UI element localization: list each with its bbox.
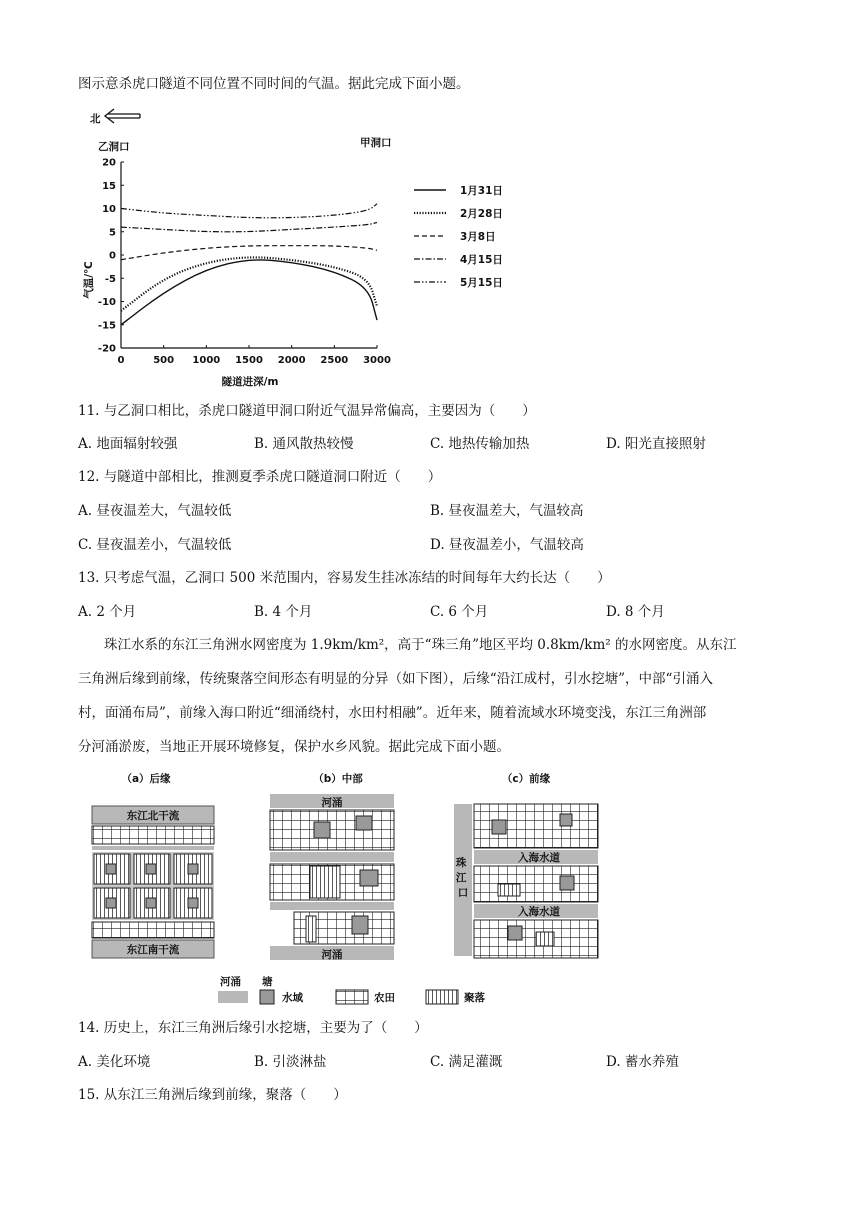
q11-option-d[interactable]: D. 阳光直接照射 <box>606 436 706 452</box>
legend-tang-label: 塘 <box>262 976 273 988</box>
y-tick-label: 10 <box>102 204 116 215</box>
y-tick-label: -10 <box>97 297 116 308</box>
series-line-2 <box>121 257 377 310</box>
x-tick-label: 1000 <box>192 355 221 366</box>
y-tick-label: 0 <box>109 250 116 262</box>
q11-option-b[interactable]: B. 通风散热较慢 <box>254 436 354 452</box>
series-line-3 <box>121 246 377 260</box>
legend-hechong-label: 河涌 <box>220 976 241 988</box>
north-arrow-icon <box>105 109 140 123</box>
q12-option-a[interactable]: A. 昼夜温差大，气温较低 <box>78 503 232 519</box>
q11-option-c[interactable]: C. 地热传输加热 <box>430 436 530 452</box>
y-axis-label: 气温/℃ <box>83 261 95 299</box>
q14-option-b[interactable]: B. 引淡淋盐 <box>254 1054 327 1070</box>
x-tick-label: 0 <box>117 355 125 366</box>
q12-option-c[interactable]: C. 昼夜温差小，气温较低 <box>78 537 232 553</box>
q11-option-a[interactable]: A. 地面辐射较强 <box>78 436 178 452</box>
north-label: 北 <box>90 113 101 125</box>
y-tick-label: -20 <box>97 343 116 355</box>
channel-2-label: 入海水道 <box>518 906 560 918</box>
q14-option-a[interactable]: A. 美化环境 <box>78 1054 151 1070</box>
figure2-legend <box>218 975 485 1004</box>
legend-label-1: 1月31日 <box>460 185 503 197</box>
legend-field-label: 农田 <box>374 992 395 1004</box>
legend-label-4: 4月15日 <box>460 254 503 266</box>
legend-hechong-swatch <box>218 991 248 1003</box>
panel-c-title: （c）前缘 <box>501 773 551 785</box>
legend-label-5: 5月15日 <box>460 277 503 289</box>
series-line-1 <box>121 260 377 325</box>
south-river-label: 东江南干流 <box>126 944 180 956</box>
passage-line-2: 三角洲后缘到前缘，传统聚落空间形态有明显的分异（如下图），后缘“沿江成村，引水挖塘”，中部“引涌入 <box>78 671 713 687</box>
q12-option-d[interactable]: D. 昼夜温差小，气温较高 <box>430 537 584 553</box>
q13-stem: 13. 只考虑气温，乙洞口 500 米范围内，容易发生挂冰冻结的时间每年大约长达（ ） <box>78 570 611 586</box>
x-tick-label: 1500 <box>235 355 263 366</box>
x-tick-label: 500 <box>153 355 175 366</box>
q12-stem: 12. 与隧道中部相比，推测夏季杀虎口隧道洞口附近（ ） <box>78 469 442 485</box>
panel-a-title: （a）后缘 <box>121 773 171 785</box>
q13-option-a[interactable]: A. 2 个月 <box>78 604 137 620</box>
estuary-label: 珠 江 口 <box>455 857 469 899</box>
panel-c <box>454 804 598 958</box>
legend-tang-swatch <box>260 990 274 1004</box>
x-tick-label: 3000 <box>363 355 391 366</box>
intro-text: 图示意杀虎口隧道不同位置不同时间的气温。据此完成下面小题。 <box>78 76 470 92</box>
series-line-4 <box>121 222 377 231</box>
y-tick-label: -15 <box>97 320 116 332</box>
legend-label-3: 3月8日 <box>460 231 496 243</box>
legend-water-label: 水域 <box>282 992 303 1004</box>
panel-b-title: （b）中部 <box>313 773 363 785</box>
q13-option-c[interactable]: C. 6 个月 <box>430 604 489 620</box>
hechong-bottom-label: 河涌 <box>321 949 343 961</box>
series-line-5 <box>121 204 377 218</box>
tunnel-temperature-chart <box>78 104 518 394</box>
passage-line-3: 村，面涌布局”，前缘入海口附近“细涌绕村，水田村相融”。近年来，随着流域水环境变浅，东江三角洲部 <box>78 705 707 721</box>
passage-line-1: 珠江水系的东江三角洲水网密度为 1.9km/km²，高于“珠三角”地区平均 0.8km/km² 的水网密度。从东江 <box>104 637 737 653</box>
x-tick-label: 2000 <box>277 355 306 366</box>
channel-1-label: 入海水道 <box>518 852 560 864</box>
y-tick-label: 15 <box>102 180 116 192</box>
x-tick-label: 2500 <box>320 355 349 366</box>
yi-portal-label: 乙洞口 <box>98 141 130 153</box>
q11-stem: 11. 与乙洞口相比，杀虎口隧道甲洞口附近气温异常偏高，主要因为（ ） <box>78 403 536 419</box>
hechong-top-label: 河涌 <box>321 797 343 809</box>
y-tick-label: 20 <box>102 157 116 169</box>
y-tick-label: -5 <box>104 273 116 285</box>
q13-option-d[interactable]: D. 8 个月 <box>606 604 665 620</box>
north-river-label: 东江北干流 <box>126 810 180 822</box>
legend-label-2: 2月28日 <box>460 208 503 220</box>
q12-option-b[interactable]: B. 昼夜温差大，气温较高 <box>430 503 584 519</box>
q15-stem: 15. 从东江三角洲后缘到前缘，聚落（ ） <box>78 1087 347 1103</box>
passage-line-4: 分河涌淤废，当地正开展环境修复，保护水乡风貌。据此完成下面小题。 <box>78 739 510 755</box>
y-tick-label: 5 <box>109 227 116 239</box>
legend-field-swatch <box>336 990 368 1004</box>
q14-option-d[interactable]: D. 蓄水养殖 <box>606 1054 679 1070</box>
x-axis-label: 隧道进深/m <box>221 376 279 388</box>
legend-settle-swatch <box>426 990 458 1004</box>
settlement-pattern-figure <box>84 766 624 1012</box>
jia-portal-label: 甲洞口 <box>360 137 392 149</box>
q13-option-b[interactable]: B. 4 个月 <box>254 604 313 620</box>
q14-option-c[interactable]: C. 满足灌溉 <box>430 1054 503 1070</box>
panel-a <box>92 806 214 958</box>
legend-settle-label: 聚落 <box>464 992 485 1004</box>
panel-b <box>270 794 394 961</box>
q14-stem: 14. 历史上，东江三角洲后缘引水挖塘，主要为了（ ） <box>78 1020 428 1036</box>
